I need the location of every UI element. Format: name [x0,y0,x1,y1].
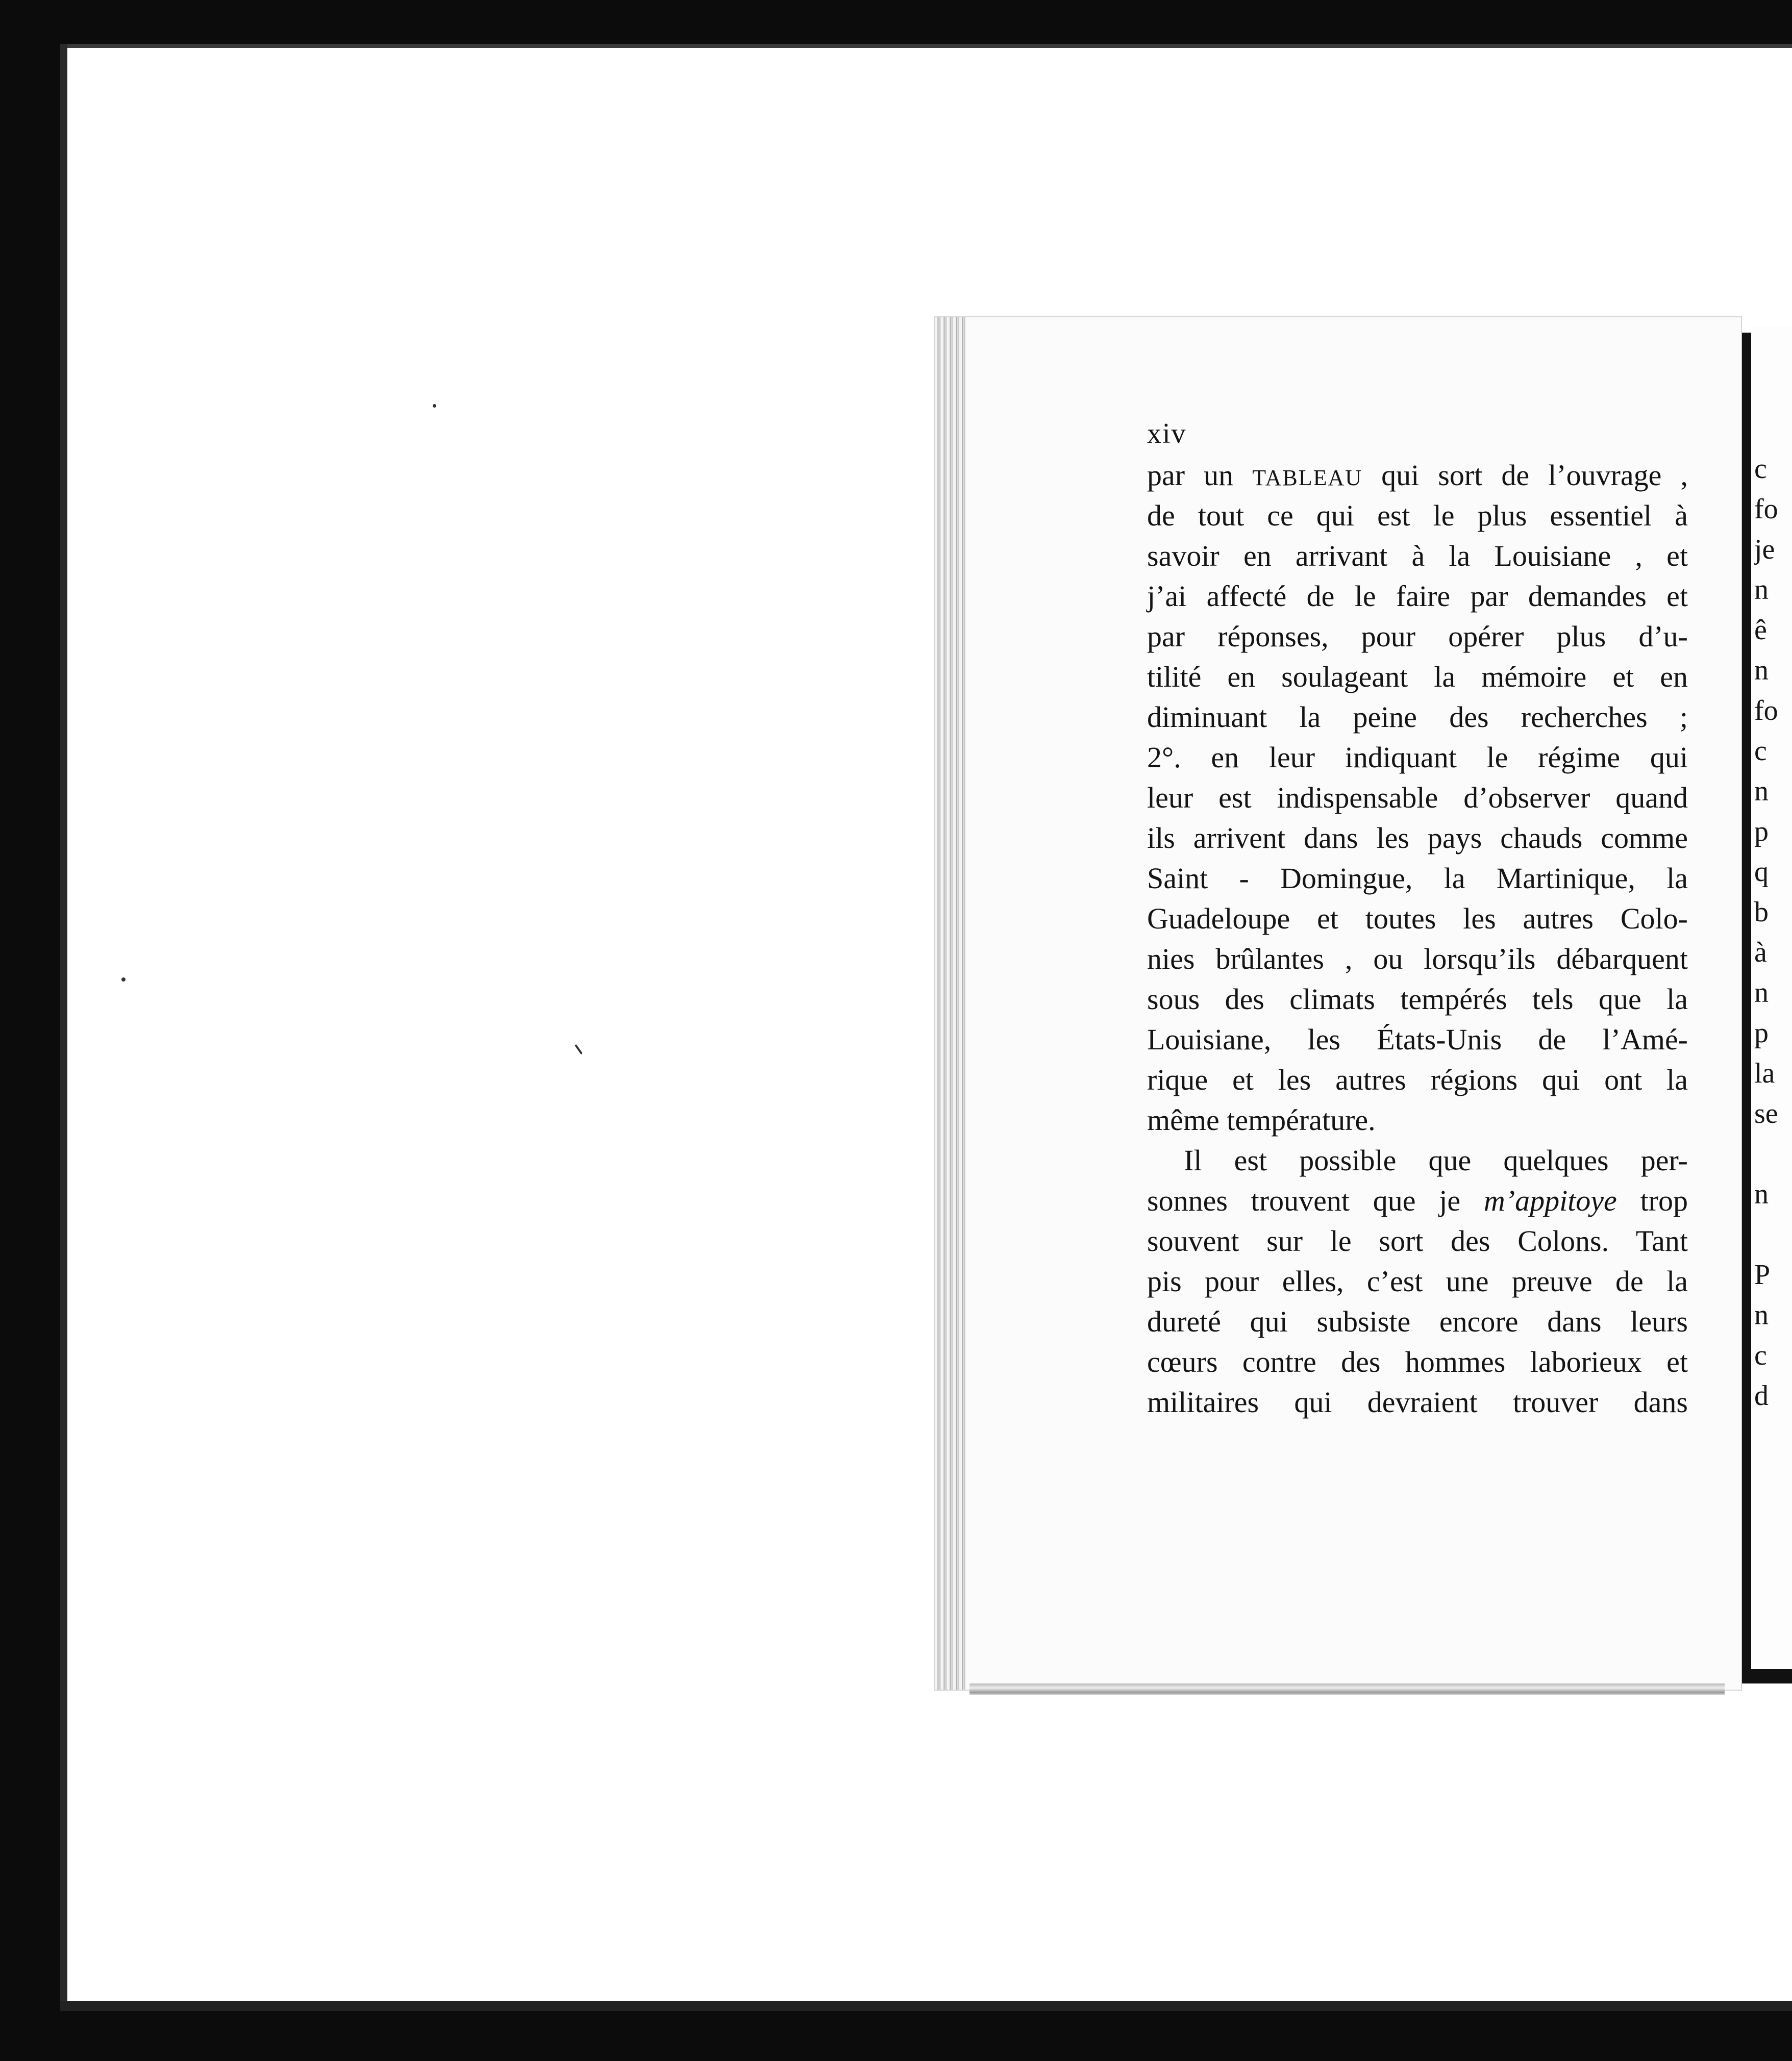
right-page-fragment: p [1754,1017,1769,1049]
right-page-fragment: c [1754,453,1767,485]
right-page-fragment: n [1754,655,1769,686]
text-line [1147,939,1688,979]
text-line [1147,536,1688,576]
text-line [1147,1100,1688,1140]
line-text: souvent sur le sort des Colons. Tant [1147,1224,1688,1258]
line-text: Guadeloupe et toutes les autres Colo- [1147,902,1688,935]
line-text: Saint - Domingue, la Martinique, la [1147,862,1688,895]
line-text: même température. [1147,1103,1376,1137]
line-text: savoir en arrivant à la Louisiane , et [1147,539,1688,572]
right-page-fragment: q [1754,856,1769,888]
page-number: xiv [1147,418,1187,449]
line-text: 2°. en leur indiquant le régime qui [1147,741,1688,774]
text-line [1147,495,1688,536]
line-text: sous des climats tempérés tels que la [1147,983,1688,1016]
small-caps-word: TABLEAU [1252,465,1362,490]
right-page-fragment: fo [1754,493,1778,525]
scan-frame-bottom [0,2009,1792,2061]
scan-frame-left-inner [60,44,67,2001]
line-text: par un [1147,459,1253,492]
line-text: sonnes trouvent que je [1147,1184,1484,1217]
line-text: trop [1616,1184,1688,1217]
line-text: cœurs contre des hommes laborieux et [1147,1345,1688,1378]
text-line [1147,898,1688,939]
dust-speck [433,404,436,408]
line-text: dureté qui subsiste encore dans leurs [1147,1305,1688,1338]
line-text: par réponses, pour opérer plus d’u- [1147,620,1688,653]
text-line [1147,455,1688,495]
right-page-fragment: b [1754,896,1769,928]
text-line [1147,576,1688,616]
scan-frame-top-inner [60,44,1792,48]
text-line [1147,1019,1688,1060]
text-line [1147,777,1688,818]
right-page-fragment: P [1754,1259,1771,1291]
line-text: qui sort de l’ouvrage , [1362,459,1688,492]
text-line [1147,818,1688,858]
right-page-fragment [1754,1215,1792,1255]
right-page-fragment: la [1754,1058,1775,1089]
scan-frame-bottom-inner [60,2001,1792,2011]
text-line [1147,697,1688,737]
line-text: nies brûlantes , ou lorsqu’ils débarquent [1147,942,1688,975]
text-line [1147,1180,1688,1221]
italic-word: m’appitoye [1483,1184,1617,1217]
text-line [1147,1342,1688,1382]
right-page-fragment: à [1754,937,1767,968]
right-page-fragment: se [1754,1098,1778,1129]
right-page-fragment: c [1754,1340,1767,1371]
right-page-fragment: n [1754,775,1769,807]
right-page-fragment: n [1754,1178,1769,1210]
page-stack-edge [935,317,966,1690]
text-line [1147,1221,1688,1261]
text-line [1147,1382,1688,1422]
dust-speck [121,977,126,982]
text-line [1147,1261,1688,1301]
page-text-block [1147,418,1688,1422]
scan-frame-top [0,0,1792,44]
line-text: rique et les autres régions qui ont la [1147,1063,1688,1096]
line-text: j’ai affecté de le faire par demandes et [1147,580,1688,613]
right-page-fragment: n [1754,574,1769,606]
text-line [1147,657,1688,697]
scan-frame-left [0,0,60,2061]
right-page-fragment [1754,1134,1792,1174]
line-text: tilité en soulageant la mémoire et en [1147,660,1688,693]
text-line [1147,737,1688,777]
dust-speck [575,1044,583,1054]
text-line [1147,1060,1688,1100]
line-text: Louisiane, les États-Unis de l’Amé- [1147,1023,1688,1056]
line-text: leur est indispensable d’observer quand [1147,781,1688,814]
line-text: de tout ce qui est le plus essentiel à [1147,499,1688,532]
line-text: militaires qui devraient trouver dans [1147,1386,1688,1419]
text-line [1147,1140,1688,1180]
text-line [1147,1301,1688,1342]
page-bottom-edge [969,1683,1725,1695]
page-lines [1147,455,1688,1422]
right-page-fragment: n [1754,1299,1769,1331]
right-page-fragment: c [1754,735,1767,767]
line-text: ils arrivent dans les pays chauds comme [1147,821,1688,854]
right-page-fragment: n [1754,977,1769,1009]
right-page-fragment: ê [1754,614,1767,646]
text-line [1147,858,1688,898]
right-page-fragment: p [1754,816,1769,847]
line-text: pis pour elles, c’est une preuve de la [1147,1265,1688,1298]
line-text: Il est possible que quelques per- [1184,1144,1688,1177]
right-page-text-fragments [1754,449,1792,1416]
text-line [1147,616,1688,657]
line-text: diminuant la peine des recherches ; [1147,700,1688,734]
right-page-fragment: je [1754,534,1775,565]
text-line [1147,979,1688,1019]
right-page-fragment: d [1754,1380,1769,1412]
right-page-fragment: fo [1754,695,1778,726]
